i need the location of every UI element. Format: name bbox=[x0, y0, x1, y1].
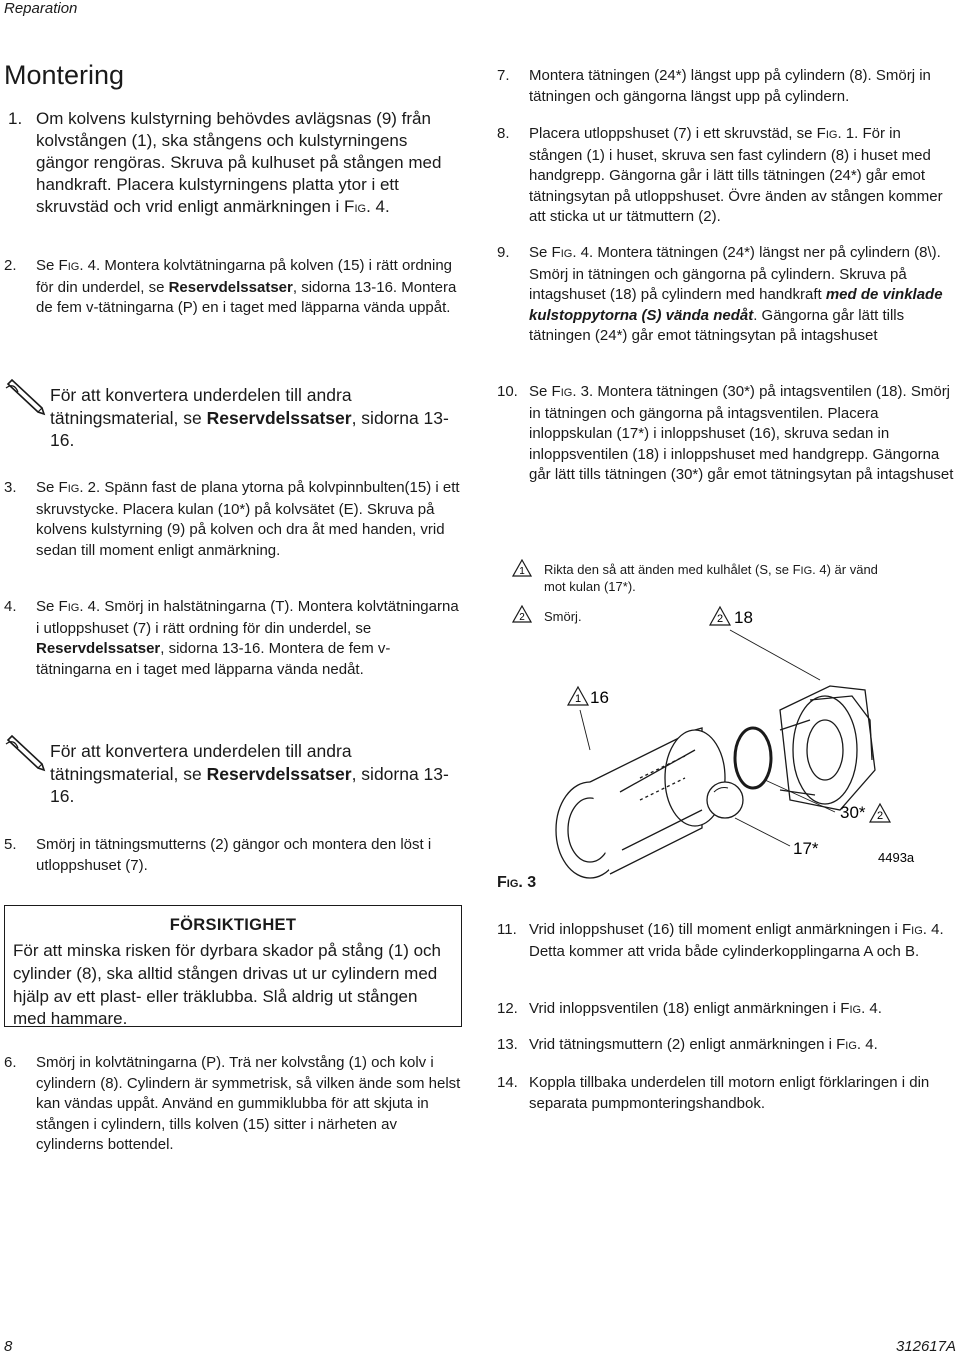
legend-2-number: 2 bbox=[519, 612, 525, 623]
running-header: Reparation bbox=[4, 0, 78, 17]
note-1-text: För att konvertera underdelen till andra tätningsmaterial, se Reservdelssatser, sidorna 13-16. bbox=[50, 385, 449, 450]
legend-2-text: Smörj. bbox=[544, 609, 582, 624]
caution-box bbox=[4, 905, 462, 1027]
callout-16: 16 bbox=[590, 688, 609, 707]
step-6-text: Smörj in kolvtätningarna (P). Trä ner kolvstång (1) och kolv i cylindern (8). Cylindern är symmetrisk, så vilken ände som helst kan vändas uppåt. Använd en gummiklubba för att skjuta in stången i cylindern, tills kolven (15) sitter i närheten av cylinderns bottendel. bbox=[36, 1054, 461, 1154]
pencil-note-icon bbox=[4, 378, 48, 418]
step-5-text: Smörj in tätningsmutterns (2) gängor och montera den löst i utloppshuset (7). bbox=[36, 836, 432, 874]
step-1-text: Om kolvens kulstyrning behövdes avlägsnas (9) från kolvstången (1), ska stångens och kulstyrningens gängor rengöras. Skruva på kulhuset på stången med handkraft. Placera kulstyrningens platta ytor i ett skruvstäd och vrid enligt anmärkningen i FIG. 4. bbox=[36, 109, 442, 216]
document-id: 312617A bbox=[895, 1338, 956, 1355]
figure-part-code: 4493a bbox=[878, 850, 915, 865]
caution-title: FÖRSIKTIGHET bbox=[169, 916, 297, 934]
caution-text: För att minska risken för dyrbara skador på stång (1) och cylinder (8), ska alltid stången drivas ut ur cylindern med hjälp av ett plast- eller träklubba. Slå aldrig ut stången med hammare. bbox=[13, 941, 442, 1029]
step-3-text: Se FIG. 2. Spänn fast de plana ytorna på kolvpinnbulten(15) i ett skruvstycke. Placera kulan (10*) på kolvsätet (E). Skruva på kolvens kulstyrning (9) på kolven och dra åt med handen, vrid sedan till moment enligt anmärkning. bbox=[36, 479, 460, 559]
note-1 bbox=[4, 384, 464, 454]
callout-16-marker-num: 1 bbox=[574, 693, 582, 705]
step-10-text: Se FIG. 3. Montera tätningen (30*) på intagsventilen (18). Smörj in tätningen och gängorna på intagsventilen. Placera inloppskulan (17*) i inloppshuset (16), skruva sedan in inloppsventilen (18) i inloppshuset med handgrepp. Gängorna går lätt tills tätningen (30*) går emot tätningsytan på intagshuset bbox=[529, 383, 954, 484]
step-13-text: Vrid tätningsmuttern (2) enligt anmärkningen i FIG. 4. bbox=[529, 1036, 878, 1053]
inlet-housing-part bbox=[556, 728, 725, 878]
figure-3-label: FIG. 3 bbox=[497, 874, 537, 891]
page-number: 8 bbox=[4, 1338, 13, 1355]
note-2-text: För att konvertera underdelen till andra tätningsmaterial, se Reservdelssatser, sidorna 13-16. bbox=[50, 741, 449, 806]
step-7-text: Montera tätningen (24*) längst upp på cylindern (8). Smörj in tätningen och gängorna längst upp på cylindern. bbox=[529, 67, 931, 105]
callout-18: 18 bbox=[734, 608, 753, 627]
step-11-text: Vrid inloppshuset (16) till moment enligt anmärkningen i FIG. 4. Detta kommer att vrida både cylinderkopplingarna A och B. bbox=[529, 921, 944, 960]
legend-1-number: 1 bbox=[519, 566, 525, 577]
pencil-note-icon bbox=[4, 734, 48, 774]
section-title: Montering bbox=[4, 60, 125, 90]
note-2 bbox=[4, 740, 464, 810]
figure-3-illustration bbox=[480, 600, 960, 900]
warning-triangle-icon bbox=[512, 559, 532, 577]
callout-17: 17* bbox=[793, 839, 819, 858]
step-8-text: Placera utloppshuset (7) i ett skruvstäd, se FIG. 1. För in stången (1) i huset, skruva sen fast cylindern (8) i huset med handgrepp. Gängorna går i lätt tills tätningen (24*) går emot tätningsytan på utloppshuset. Övre änden av stången kommer att sticka ut ur tätmuttern (2). bbox=[529, 125, 943, 226]
o-ring-part bbox=[735, 728, 771, 788]
step-12-text: Vrid inloppsventilen (18) enligt anmärkningen i FIG. 4. bbox=[529, 1000, 882, 1017]
callout-18-marker-num: 2 bbox=[716, 613, 724, 625]
intake-valve-part bbox=[780, 686, 875, 810]
step-9-text: Se FIG. 4. Montera tätningen (24*) längst ner på cylindern (8\). Smörj in tätningen och gängorna på cylindern. Skruva på intagshuset (18) på cylindern med handkraft med de vinklade kulstoppytorna (S) vända nedåt. Gängorna går lätt tills tätningen (24*) går emot tätningsytan på intagshuset bbox=[529, 244, 943, 345]
callout-30-marker-num: 2 bbox=[876, 810, 884, 822]
step-2-text: Se FIG. 4. Montera kolvtätningarna på kolven (15) i rätt ordning för din underdel, se Reservdelssatser, sidorna 13-16. Montera de fem v-tätningarna (P) en i taget med läpparna vända uppåt. bbox=[36, 257, 457, 317]
step-14-text: Koppla tillbaka underdelen till motorn enligt förklaringen i din separata pumpmonteringshandbok. bbox=[529, 1074, 930, 1112]
step-4-text: Se FIG. 4. Smörj in halstätningarna (T). Montera kolvtätningarna i utloppshuset (7) i rätt ordning för din underdel, se Reservdelssatser, sidorna 13-16. Montera de fem v-tätningarna en i taget med läpparna vända nedåt. bbox=[36, 598, 459, 678]
legend-1-text: Rikta den så att änden med kulhålet (S, se FIG. 4) är vänd mot kulan (17*). bbox=[544, 562, 878, 594]
callout-30: 30* bbox=[840, 803, 866, 822]
